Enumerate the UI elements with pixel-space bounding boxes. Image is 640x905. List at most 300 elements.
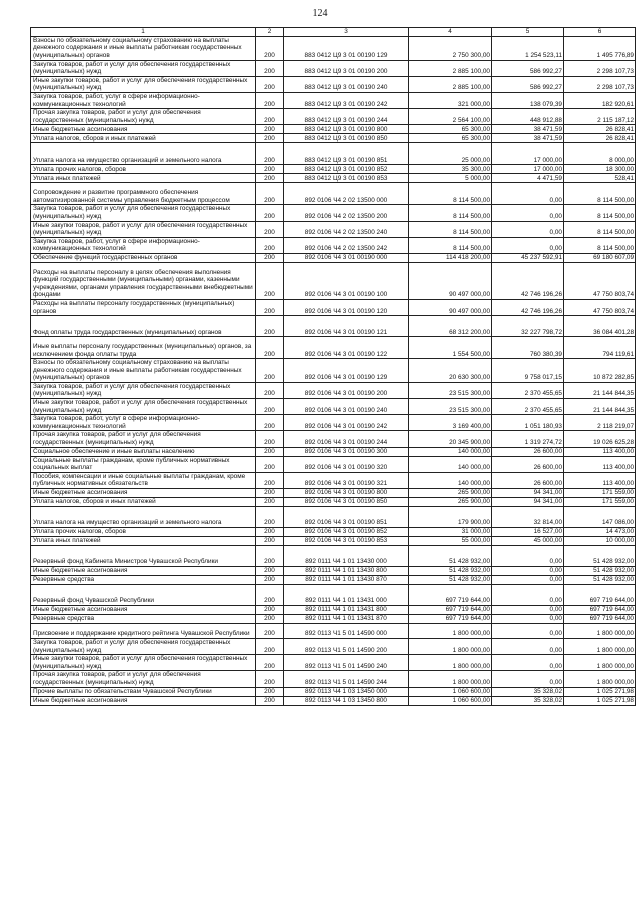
row-approved-amount: 20 345 900,00 <box>409 431 492 447</box>
row-description: Иные бюджетные ассигнования <box>31 606 256 615</box>
row-remaining-amount: 1 025 271,98 <box>564 687 636 696</box>
row-remaining-amount: 147 086,00 <box>564 507 636 528</box>
budget-table <box>30 27 636 706</box>
row-grbs-code: 200 <box>256 109 284 125</box>
table-row <box>31 639 636 655</box>
row-budget-code: 883 0412 Ц9 3 01 00190 800 <box>284 125 409 134</box>
row-grbs-code: 200 <box>256 76 284 92</box>
row-budget-code: 892 0113 Ч1 5 01 14590 200 <box>284 639 409 655</box>
row-approved-amount: 1 800 000,00 <box>409 624 492 639</box>
row-description: Прочая закупка товаров, работ и услуг для обеспечения государственных (муниципальных) нужд <box>31 671 256 687</box>
row-executed-amount: 17 000,00 <box>492 165 564 174</box>
row-description: Уплата налогов, сборов и иных платежей <box>31 498 256 507</box>
row-budget-code: 892 0106 Ч4 2 02 13500 242 <box>284 237 409 253</box>
row-approved-amount: 1 800 000,00 <box>409 655 492 671</box>
row-grbs-code: 200 <box>256 183 284 205</box>
row-remaining-amount: 51 428 932,00 <box>564 567 636 576</box>
row-remaining-amount: 21 144 844,35 <box>564 399 636 415</box>
row-executed-amount: 2 370 455,65 <box>492 399 564 415</box>
row-description: Уплата налогов, сборов и иных платежей <box>31 134 256 143</box>
row-budget-code: 892 0106 Ч4 3 01 00190 100 <box>284 262 409 299</box>
table-row <box>31 143 636 165</box>
row-remaining-amount: 8 000,00 <box>564 143 636 165</box>
row-approved-amount: 697 719 644,00 <box>409 606 492 615</box>
table-row <box>31 624 636 639</box>
row-grbs-code: 200 <box>256 221 284 237</box>
table-row <box>31 76 636 92</box>
row-approved-amount: 3 169 400,00 <box>409 415 492 431</box>
column-number-row <box>31 28 636 37</box>
row-approved-amount: 1 060 600,00 <box>409 687 492 696</box>
row-budget-code: 892 0106 Ч4 2 02 13500 240 <box>284 221 409 237</box>
row-executed-amount: 1 319 274,72 <box>492 431 564 447</box>
table-row <box>31 134 636 143</box>
row-remaining-amount: 19 026 625,28 <box>564 431 636 447</box>
row-grbs-code: 200 <box>256 205 284 221</box>
row-executed-amount: 0,00 <box>492 221 564 237</box>
table-row <box>31 431 636 447</box>
row-description: Расходы на выплаты персоналу в целях обеспечения выполнения функций государственными (муниципальными) органами, казенными учреждениями, органами управления государственными внебюджетными фондами <box>31 262 256 299</box>
row-executed-amount: 0,00 <box>492 576 564 585</box>
row-budget-code: 892 0113 Ч1 5 01 14590 244 <box>284 671 409 687</box>
row-grbs-code: 200 <box>256 382 284 398</box>
row-description: Расходы на выплаты персоналу государственных (муниципальных) органов <box>31 299 256 315</box>
row-budget-code: 892 0106 Ч4 3 01 00190 850 <box>284 498 409 507</box>
table-row <box>31 606 636 615</box>
row-remaining-amount: 2 298 107,73 <box>564 60 636 76</box>
table-row <box>31 696 636 705</box>
row-executed-amount: 760 380,39 <box>492 337 564 359</box>
row-executed-amount: 26 600,00 <box>492 472 564 488</box>
row-executed-amount: 45 237 592,91 <box>492 253 564 262</box>
row-remaining-amount: 26 828,41 <box>564 134 636 143</box>
row-executed-amount: 35 328,02 <box>492 687 564 696</box>
row-budget-code: 892 0106 Ч4 3 01 00190 852 <box>284 528 409 537</box>
row-remaining-amount: 8 114 500,00 <box>564 205 636 221</box>
row-description: Закупка товаров, работ, услуг в сфере информационно-коммуникационных технологий <box>31 415 256 431</box>
table-row <box>31 615 636 624</box>
table-row <box>31 205 636 221</box>
row-approved-amount: 65 300,00 <box>409 134 492 143</box>
row-executed-amount: 0,00 <box>492 183 564 205</box>
row-approved-amount: 140 000,00 <box>409 456 492 472</box>
row-remaining-amount: 36 084 401,28 <box>564 316 636 337</box>
row-executed-amount: 26 600,00 <box>492 447 564 456</box>
row-grbs-code: 200 <box>256 585 284 606</box>
row-approved-amount: 2 564 100,00 <box>409 109 492 125</box>
row-grbs-code: 200 <box>256 359 284 383</box>
row-executed-amount: 586 992,27 <box>492 60 564 76</box>
row-grbs-code: 200 <box>256 456 284 472</box>
row-executed-amount: 38 471,59 <box>492 125 564 134</box>
row-remaining-amount: 2 298 107,73 <box>564 76 636 92</box>
row-approved-amount: 51 428 932,00 <box>409 546 492 567</box>
row-budget-code: 892 0106 Ч4 3 01 00190 321 <box>284 472 409 488</box>
row-approved-amount: 23 515 300,00 <box>409 399 492 415</box>
row-grbs-code: 200 <box>256 624 284 639</box>
row-grbs-code: 200 <box>256 36 284 60</box>
row-remaining-amount: 113 400,00 <box>564 447 636 456</box>
row-description: Закупка товаров, работ и услуг для обеспечения государственных (муниципальных) нужд <box>31 639 256 655</box>
row-remaining-amount: 1 800 000,00 <box>564 639 636 655</box>
row-description: Иные закупки товаров, работ и услуг для обеспечения государственных (муниципальных) нужд <box>31 655 256 671</box>
row-remaining-amount: 1 495 776,89 <box>564 36 636 60</box>
row-grbs-code: 200 <box>256 489 284 498</box>
row-budget-code: 892 0111 Ч4 1 01 13431 870 <box>284 615 409 624</box>
row-executed-amount: 17 000,00 <box>492 143 564 165</box>
row-approved-amount: 31 000,00 <box>409 528 492 537</box>
row-grbs-code: 200 <box>256 507 284 528</box>
row-approved-amount: 8 114 500,00 <box>409 221 492 237</box>
row-remaining-amount: 171 559,00 <box>564 498 636 507</box>
row-grbs-code: 200 <box>256 60 284 76</box>
row-grbs-code: 200 <box>256 399 284 415</box>
row-grbs-code: 200 <box>256 687 284 696</box>
table-row <box>31 567 636 576</box>
row-budget-code: 892 0106 Ч4 3 01 00190 242 <box>284 415 409 431</box>
row-executed-amount: 0,00 <box>492 546 564 567</box>
row-executed-amount: 0,00 <box>492 615 564 624</box>
row-grbs-code: 200 <box>256 125 284 134</box>
row-approved-amount: 8 114 500,00 <box>409 237 492 253</box>
row-remaining-amount: 8 114 500,00 <box>564 221 636 237</box>
column-header: 3 <box>284 28 409 37</box>
row-description: Иные бюджетные ассигнования <box>31 696 256 705</box>
row-grbs-code: 200 <box>256 431 284 447</box>
row-executed-amount: 138 079,39 <box>492 92 564 108</box>
row-description: Закупка товаров, работ и услуг для обеспечения государственных (муниципальных) нужд <box>31 382 256 398</box>
row-budget-code: 892 0111 Ч4 1 01 13431 000 <box>284 585 409 606</box>
row-budget-code: 892 0106 Ч4 3 01 00190 121 <box>284 316 409 337</box>
column-header: 6 <box>564 28 636 37</box>
row-budget-code: 892 0111 Ч4 1 01 13430 870 <box>284 576 409 585</box>
row-budget-code: 883 0412 Ц9 3 01 00190 240 <box>284 76 409 92</box>
row-description: Прочая закупка товаров, работ и услуг для обеспечения государственных (муниципальных) нужд <box>31 431 256 447</box>
row-approved-amount: 90 497 000,00 <box>409 262 492 299</box>
table-row <box>31 165 636 174</box>
row-remaining-amount: 182 920,61 <box>564 92 636 108</box>
row-budget-code: 892 0113 Ч4 1 03 13450 800 <box>284 696 409 705</box>
row-description: Резервный фонд Кабинета Министров Чувашской Республики <box>31 546 256 567</box>
row-grbs-code: 200 <box>256 528 284 537</box>
row-executed-amount: 4 471,59 <box>492 174 564 183</box>
row-budget-code: 892 0106 Ч4 3 01 00190 853 <box>284 537 409 546</box>
row-remaining-amount: 18 300,00 <box>564 165 636 174</box>
row-remaining-amount: 1 800 000,00 <box>564 655 636 671</box>
row-approved-amount: 1 554 500,00 <box>409 337 492 359</box>
row-remaining-amount: 528,41 <box>564 174 636 183</box>
row-budget-code: 892 0106 Ч4 3 01 00190 120 <box>284 299 409 315</box>
row-grbs-code: 200 <box>256 299 284 315</box>
table-body <box>31 36 636 705</box>
row-description: Присвоение и поддержание кредитного рейтинга Чувашской Республики <box>31 624 256 639</box>
row-budget-code: 892 0113 Ч1 5 01 14590 240 <box>284 655 409 671</box>
row-approved-amount: 265 900,00 <box>409 498 492 507</box>
row-budget-code: 892 0106 Ч4 3 01 00190 240 <box>284 399 409 415</box>
row-executed-amount: 32 227 798,72 <box>492 316 564 337</box>
row-approved-amount: 68 312 200,00 <box>409 316 492 337</box>
row-grbs-code: 200 <box>256 498 284 507</box>
row-executed-amount: 0,00 <box>492 205 564 221</box>
row-description: Прочая закупка товаров, работ и услуг для обеспечения государственных (муниципальных) нужд <box>31 109 256 125</box>
row-budget-code: 892 0106 Ч4 3 01 00190 000 <box>284 253 409 262</box>
row-budget-code: 892 0111 Ч4 1 01 13431 800 <box>284 606 409 615</box>
row-approved-amount: 179 900,00 <box>409 507 492 528</box>
row-remaining-amount: 47 750 803,74 <box>564 262 636 299</box>
row-budget-code: 892 0111 Ч4 1 01 13430 800 <box>284 567 409 576</box>
row-approved-amount: 1 800 000,00 <box>409 671 492 687</box>
row-approved-amount: 265 900,00 <box>409 489 492 498</box>
row-approved-amount: 65 300,00 <box>409 125 492 134</box>
row-description: Уплата налога на имущество организаций и земельного налога <box>31 143 256 165</box>
row-remaining-amount: 47 750 803,74 <box>564 299 636 315</box>
row-grbs-code: 200 <box>256 237 284 253</box>
row-grbs-code: 200 <box>256 134 284 143</box>
row-description: Закупка товаров, работ, услуг в сфере информационно-коммуникационных технологий <box>31 237 256 253</box>
row-remaining-amount: 113 400,00 <box>564 472 636 488</box>
table-row <box>31 528 636 537</box>
row-budget-code: 883 0412 Ц9 3 01 00190 200 <box>284 60 409 76</box>
row-description: Уплата иных платежей <box>31 537 256 546</box>
row-description: Уплата налога на имущество организаций и земельного налога <box>31 507 256 528</box>
row-approved-amount: 5 000,00 <box>409 174 492 183</box>
row-remaining-amount: 51 428 932,00 <box>564 546 636 567</box>
row-remaining-amount: 171 559,00 <box>564 489 636 498</box>
table-row <box>31 382 636 398</box>
row-executed-amount: 1 254 523,11 <box>492 36 564 60</box>
row-budget-code: 892 0106 Ч4 2 02 13500 000 <box>284 183 409 205</box>
row-budget-code: 892 0106 Ч4 2 02 13500 200 <box>284 205 409 221</box>
row-executed-amount: 26 600,00 <box>492 456 564 472</box>
column-header: 5 <box>492 28 564 37</box>
row-remaining-amount: 2 118 219,07 <box>564 415 636 431</box>
table-row <box>31 174 636 183</box>
table-row <box>31 316 636 337</box>
row-grbs-code: 200 <box>256 639 284 655</box>
row-budget-code: 892 0106 Ч4 3 01 00190 800 <box>284 489 409 498</box>
row-executed-amount: 1 051 180,93 <box>492 415 564 431</box>
table-row <box>31 399 636 415</box>
row-remaining-amount: 51 428 932,00 <box>564 576 636 585</box>
row-description: Взносы по обязательному социальному страхованию на выплаты денежного содержания и иные выплаты работникам государственных (муниципальных) органов <box>31 359 256 383</box>
row-grbs-code: 200 <box>256 655 284 671</box>
row-approved-amount: 2 885 100,00 <box>409 60 492 76</box>
row-grbs-code: 200 <box>256 165 284 174</box>
row-approved-amount: 20 630 300,00 <box>409 359 492 383</box>
table-row <box>31 585 636 606</box>
row-approved-amount: 35 300,00 <box>409 165 492 174</box>
row-executed-amount: 9 758 017,15 <box>492 359 564 383</box>
row-budget-code: 892 0106 Ч4 3 01 00190 300 <box>284 447 409 456</box>
row-approved-amount: 55 000,00 <box>409 537 492 546</box>
table-row <box>31 671 636 687</box>
table-row <box>31 687 636 696</box>
table-row <box>31 237 636 253</box>
table-row <box>31 125 636 134</box>
row-executed-amount: 0,00 <box>492 567 564 576</box>
column-header: 2 <box>256 28 284 37</box>
table-row <box>31 253 636 262</box>
table-row <box>31 359 636 383</box>
row-budget-code: 892 0113 Ч1 5 01 14590 000 <box>284 624 409 639</box>
row-approved-amount: 321 000,00 <box>409 92 492 108</box>
row-executed-amount: 586 992,27 <box>492 76 564 92</box>
row-budget-code: 883 0412 Ц9 3 01 00190 851 <box>284 143 409 165</box>
row-executed-amount: 448 912,88 <box>492 109 564 125</box>
row-grbs-code: 200 <box>256 576 284 585</box>
row-grbs-code: 200 <box>256 671 284 687</box>
row-description: Социальные выплаты гражданам, кроме публичных нормативных социальных выплат <box>31 456 256 472</box>
row-grbs-code: 200 <box>256 696 284 705</box>
row-grbs-code: 200 <box>256 415 284 431</box>
row-executed-amount: 45 000,00 <box>492 537 564 546</box>
page-number: 124 <box>312 8 328 19</box>
row-grbs-code: 200 <box>256 537 284 546</box>
row-remaining-amount: 10 000,00 <box>564 537 636 546</box>
row-description: Сопровождение и развитие программного обеспечения автоматизированной системы управления бюджетным процессом <box>31 183 256 205</box>
row-grbs-code: 200 <box>256 615 284 624</box>
row-budget-code: 892 0106 Ч4 3 01 00190 320 <box>284 456 409 472</box>
row-approved-amount: 140 000,00 <box>409 472 492 488</box>
row-approved-amount: 8 114 500,00 <box>409 183 492 205</box>
row-grbs-code: 200 <box>256 316 284 337</box>
row-remaining-amount: 697 719 644,00 <box>564 606 636 615</box>
row-remaining-amount: 21 144 844,35 <box>564 382 636 398</box>
row-executed-amount: 0,00 <box>492 671 564 687</box>
row-grbs-code: 200 <box>256 174 284 183</box>
table-row <box>31 337 636 359</box>
row-description: Иные бюджетные ассигнования <box>31 567 256 576</box>
row-description: Иные закупки товаров, работ и услуг для обеспечения государственных (муниципальных) нужд <box>31 399 256 415</box>
table-row <box>31 489 636 498</box>
row-approved-amount: 697 719 644,00 <box>409 615 492 624</box>
row-description: Обеспечение функций государственных органов <box>31 253 256 262</box>
row-approved-amount: 2 750 300,00 <box>409 36 492 60</box>
table-row <box>31 498 636 507</box>
row-executed-amount: 0,00 <box>492 606 564 615</box>
row-approved-amount: 2 885 100,00 <box>409 76 492 92</box>
row-executed-amount: 42 746 196,26 <box>492 262 564 299</box>
row-approved-amount: 23 515 300,00 <box>409 382 492 398</box>
row-executed-amount: 2 370 455,65 <box>492 382 564 398</box>
table-row <box>31 221 636 237</box>
row-budget-code: 883 0412 Ц9 3 01 00190 129 <box>284 36 409 60</box>
row-remaining-amount: 69 180 607,09 <box>564 253 636 262</box>
row-budget-code: 883 0412 Ц9 3 01 00190 850 <box>284 134 409 143</box>
row-remaining-amount: 8 114 500,00 <box>564 183 636 205</box>
row-description: Закупка товаров, работ и услуг для обеспечения государственных (муниципальных) нужд <box>31 60 256 76</box>
row-description: Закупка товаров, работ, услуг в сфере информационно-коммуникационных технологий <box>31 92 256 108</box>
row-description: Закупка товаров, работ и услуг для обеспечения государственных (муниципальных) нужд <box>31 205 256 221</box>
row-budget-code: 892 0106 Ч4 3 01 00190 851 <box>284 507 409 528</box>
row-remaining-amount: 113 400,00 <box>564 456 636 472</box>
row-description: Иные бюджетные ассигнования <box>31 125 256 134</box>
row-grbs-code: 200 <box>256 546 284 567</box>
row-approved-amount: 1 060 600,00 <box>409 696 492 705</box>
row-executed-amount: 0,00 <box>492 655 564 671</box>
row-grbs-code: 200 <box>256 262 284 299</box>
row-approved-amount: 51 428 932,00 <box>409 567 492 576</box>
row-approved-amount: 140 000,00 <box>409 447 492 456</box>
row-approved-amount: 51 428 932,00 <box>409 576 492 585</box>
row-grbs-code: 200 <box>256 447 284 456</box>
row-grbs-code: 200 <box>256 253 284 262</box>
table-row <box>31 299 636 315</box>
row-approved-amount: 8 114 500,00 <box>409 205 492 221</box>
row-budget-code: 883 0412 Ц9 3 01 00190 852 <box>284 165 409 174</box>
table-row <box>31 109 636 125</box>
row-budget-code: 892 0106 Ч4 3 01 00190 244 <box>284 431 409 447</box>
row-description: Иные выплаты персоналу государственных (муниципальных) органов, за исключением фонда оплаты труда <box>31 337 256 359</box>
row-approved-amount: 697 719 644,00 <box>409 585 492 606</box>
column-header: 4 <box>409 28 492 37</box>
row-executed-amount: 38 471,59 <box>492 134 564 143</box>
row-executed-amount: 0,00 <box>492 639 564 655</box>
table-row <box>31 36 636 60</box>
row-budget-code: 883 0412 Ц9 3 01 00190 244 <box>284 109 409 125</box>
table-row <box>31 576 636 585</box>
row-budget-code: 883 0412 Ц9 3 01 00190 853 <box>284 174 409 183</box>
row-executed-amount: 42 746 196,26 <box>492 299 564 315</box>
row-budget-code: 883 0412 Ц9 3 01 00190 242 <box>284 92 409 108</box>
row-description: Социальное обеспечение и иные выплаты населению <box>31 447 256 456</box>
table-row <box>31 472 636 488</box>
row-description: Взносы по обязательному социальному страхованию на выплаты денежного содержания и иные выплаты работникам государственных (муниципальных) органов <box>31 36 256 60</box>
row-remaining-amount: 1 800 000,00 <box>564 624 636 639</box>
row-grbs-code: 200 <box>256 472 284 488</box>
row-remaining-amount: 794 119,61 <box>564 337 636 359</box>
row-description: Фонд оплаты труда государственных (муниципальных) органов <box>31 316 256 337</box>
table-row <box>31 60 636 76</box>
row-grbs-code: 200 <box>256 92 284 108</box>
row-description: Резервный фонд Чувашской Республики <box>31 585 256 606</box>
row-executed-amount: 35 328,02 <box>492 696 564 705</box>
row-description: Уплата иных платежей <box>31 174 256 183</box>
row-executed-amount: 0,00 <box>492 624 564 639</box>
row-grbs-code: 200 <box>256 567 284 576</box>
row-budget-code: 892 0106 Ч4 3 01 00190 122 <box>284 337 409 359</box>
row-executed-amount: 0,00 <box>492 585 564 606</box>
row-grbs-code: 200 <box>256 143 284 165</box>
row-grbs-code: 200 <box>256 606 284 615</box>
row-description: Уплата прочих налогов, сборов <box>31 528 256 537</box>
row-executed-amount: 16 527,00 <box>492 528 564 537</box>
row-description: Прочие выплаты по обязательствам Чувашской Республики <box>31 687 256 696</box>
row-budget-code: 892 0106 Ч4 3 01 00190 129 <box>284 359 409 383</box>
row-budget-code: 892 0106 Ч4 3 01 00190 200 <box>284 382 409 398</box>
budget-table-container <box>30 27 635 706</box>
column-header: 1 <box>31 28 256 37</box>
row-remaining-amount: 14 473,00 <box>564 528 636 537</box>
row-description: Пособия, компенсации и иные социальные выплаты гражданам, кроме публичных нормативных обязательств <box>31 472 256 488</box>
row-remaining-amount: 1 800 000,00 <box>564 671 636 687</box>
table-row <box>31 92 636 108</box>
row-executed-amount: 0,00 <box>492 237 564 253</box>
table-row <box>31 447 636 456</box>
row-remaining-amount: 8 114 500,00 <box>564 237 636 253</box>
row-remaining-amount: 1 025 271,98 <box>564 696 636 705</box>
row-approved-amount: 114 418 200,00 <box>409 253 492 262</box>
table-row <box>31 415 636 431</box>
row-approved-amount: 90 497 000,00 <box>409 299 492 315</box>
table-row <box>31 507 636 528</box>
row-executed-amount: 32 814,00 <box>492 507 564 528</box>
row-budget-code: 892 0111 Ч4 1 01 13430 000 <box>284 546 409 567</box>
row-remaining-amount: 10 872 282,85 <box>564 359 636 383</box>
table-row <box>31 546 636 567</box>
table-row <box>31 262 636 299</box>
row-description: Иные закупки товаров, работ и услуг для обеспечения государственных (муниципальных) нужд <box>31 221 256 237</box>
